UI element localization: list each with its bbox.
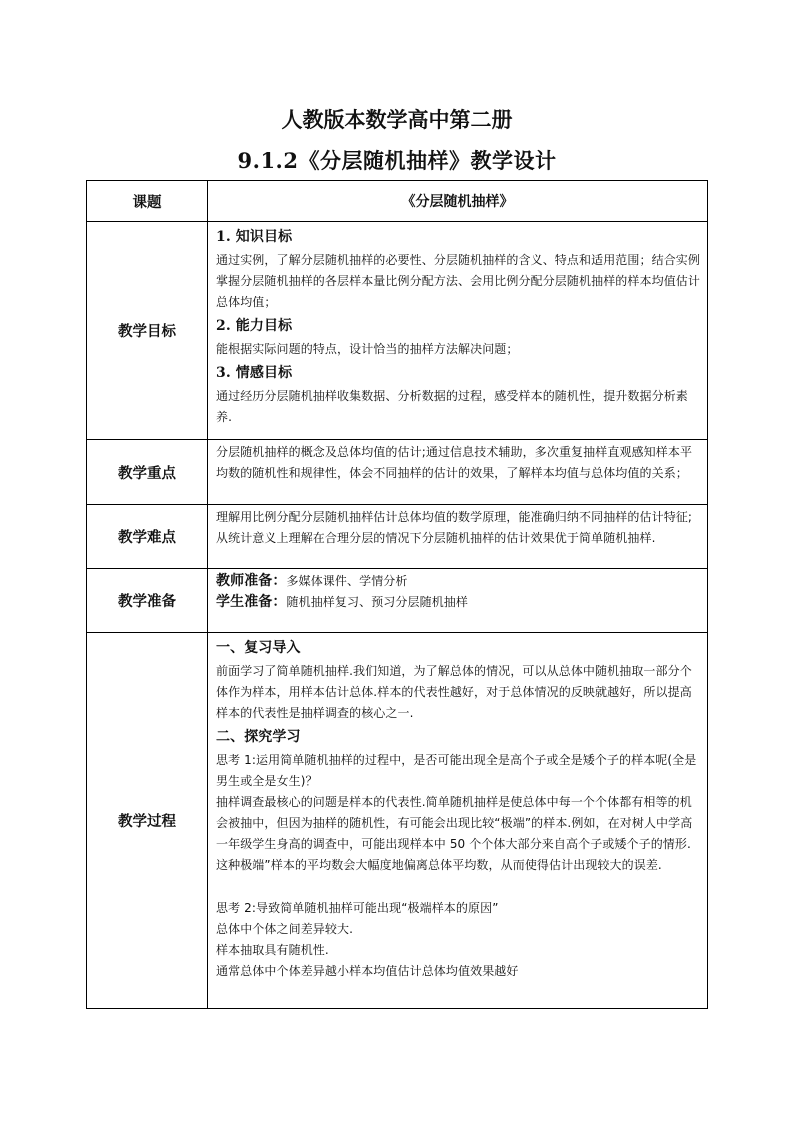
document-subtitle: 9.1.2《分层随机抽样》教学设计 (237, 148, 557, 173)
student-prep-label: 学生准备： (216, 594, 287, 610)
goal-text-ability: 能根据实际问题的特点，设计恰当的抽样方法解决问题； (216, 342, 519, 356)
row-topic (87, 181, 708, 222)
row-goals (87, 222, 708, 440)
process-question-1: 思考 1:运用简单随机抽样的过程中，是否可能出现全是高个子或全是矮个子的样本呢(全是男生或全是女生)？ (216, 753, 697, 788)
label-topic: 课题 (87, 181, 208, 222)
row-key-points (87, 440, 708, 505)
row-difficult-points (87, 505, 708, 569)
goal-heading-knowledge: 1. 知识目标 (216, 229, 293, 245)
process-answer-3: 通常总体中个体差异越小样本均值估计总体均值效果越好 (216, 964, 519, 978)
label-goals: 教学目标 (87, 222, 208, 440)
process-heading-explore: 二、探究学习 (216, 729, 301, 745)
label-preparation: 教学准备 (87, 569, 208, 633)
lesson-plan-table (86, 180, 708, 1009)
teacher-prep (216, 571, 701, 592)
difficult-points-text: 理解用比例分配分层随机抽样估计总体均值的数学原理，能准确归纳不同抽样的估计特征;从统计意义上理解在合理分层的情况下分层随机抽样的估计效果优于简单随机抽样. (208, 505, 708, 569)
spacer (216, 876, 701, 898)
teacher-prep-text: 多媒体课件、学情分析 (286, 574, 408, 588)
key-points-text: 分层随机抽样的概念及总体均值的估计;通过信息技术辅助，多次重复抽样直观感知样本平均数的随机性和规律性，体会不同抽样的估计的效果，了解样本均值与总体均值的关系； (208, 440, 708, 505)
goal-text-emotion: 通过经历分层随机抽样收集数据、分析数据的过程，感受样本的随机性，提升数据分析素养. (216, 389, 688, 424)
document-title: 人教版本数学高中第二册 (281, 107, 513, 132)
process-review-text: 前面学习了简单随机抽样.我们知道，为了解总体的情况，可以从总体中随机抽取一部分个体作为样本，用样本估计总体.样本的代表性越好，对于总体情况的反映就越好，所以提高样本的代表性是抽样调查的核心之一. (216, 664, 692, 720)
topic-value: 《分层随机抽样》 (208, 181, 708, 222)
goal-heading-emotion: 3. 情感目标 (216, 365, 293, 381)
label-key-points: 教学重点 (87, 440, 208, 505)
preparation-content (208, 569, 708, 633)
goal-heading-ability: 2. 能力目标 (216, 318, 293, 334)
student-prep (216, 592, 701, 613)
process-explanation: 抽样调查最核心的问题是样本的代表性.简单随机抽样是使总体中每一个个体都有相等的机会被抽中，但因为抽样的随机性，有可能会出现比较“极端”的样本.例如，在对树人中学高一年级学生身高的调查中，可能出现样本中 50 个个体大部分来自高个子或矮个子的情形.这种极端”样本的平均数会大幅度地偏离总体平均数，从而使得估计出现较大的误差. (216, 795, 693, 872)
process-heading-review: 一、复习导入 (216, 640, 301, 656)
goals-content (208, 222, 708, 440)
row-preparation (87, 569, 708, 633)
teacher-prep-label: 教师准备： (216, 573, 287, 589)
label-process: 教学过程 (87, 633, 208, 1009)
goal-text-knowledge: 通过实例，了解分层随机抽样的必要性、分层随机抽样的含义、特点和适用范围；结合实例掌握分层随机抽样的各层样本量比例分配方法、会用比例分配分层随机抽样的样本均值估计总体均值； (216, 253, 701, 309)
process-answer-2: 样本抽取具有随机性. (216, 943, 329, 957)
process-question-2: 思考 2:导致简单随机抽样可能出现“极端样本的原因” (216, 901, 499, 915)
label-difficult-points: 教学难点 (87, 505, 208, 569)
process-answer-1: 总体中个体之间差异较大. (216, 922, 354, 936)
process-content (208, 633, 708, 1009)
student-prep-text: 随机抽样复习、预习分层随机抽样 (286, 595, 469, 609)
row-process (87, 633, 708, 1009)
